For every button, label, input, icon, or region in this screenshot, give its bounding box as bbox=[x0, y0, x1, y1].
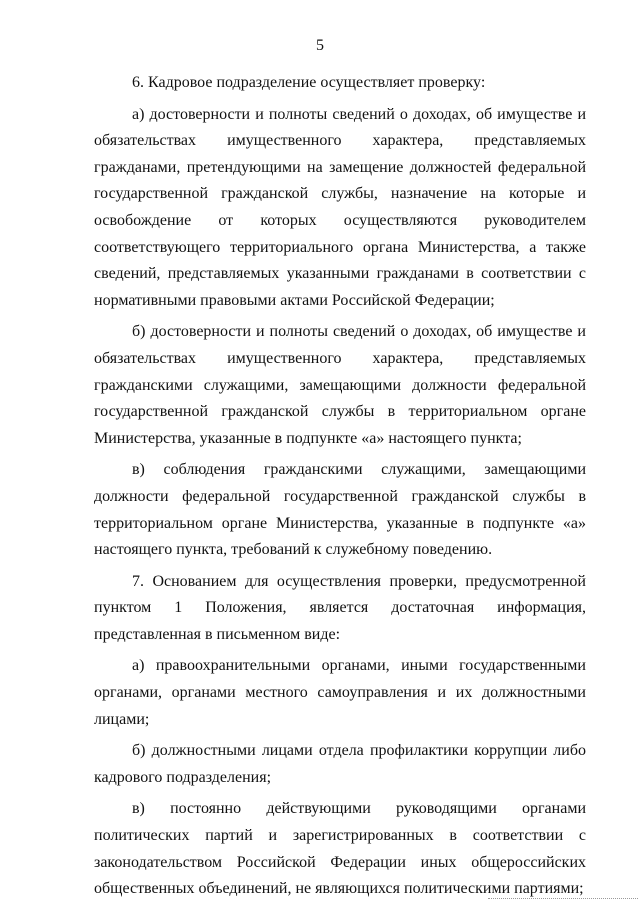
paragraph-6-intro: 6. Кадровое подразделение осуществляет проверку: bbox=[132, 74, 486, 91]
document-body bbox=[94, 70, 586, 903]
paragraph-7-intro: 7. Основанием для осуществления проверки, предусмотренной пунктом 1 Положения, является достаточная информация, представленная в письменном виде: bbox=[94, 572, 586, 643]
paragraph-7a: а) правоохранительными органами, иными государственными органами, органами местного самоуправления и их должностными лицами; bbox=[94, 657, 586, 728]
page-number: 5 bbox=[316, 37, 324, 54]
scan-artifact-line bbox=[488, 898, 638, 900]
paragraph-6a: а) достоверности и полноты сведений о доходах, об имуществе и обязательствах имущественного характера, представляемых гражданами, претендующими на замещение должностей федеральной государственной гражданской службы, назначение на которые и освобождение от которых осуществляются руководителем соответствующего территориального органа Министерства, а также сведений, представляемых указанными гражданами в соответствии с нормативными правовыми актами Российской Федерации; bbox=[94, 105, 586, 309]
paragraph-7v: в) постоянно действующими руководящими органами политических партий и зарегистрированных в соответствии с законодательством Российской Федерации иных общероссийских общественных объединений, не являющихся политическими партиями; bbox=[94, 800, 586, 898]
paragraph-6v: в) соблюдения гражданскими служащими, замещающими должности федеральной государственной гражданской службы в территориальном органе Министерства, указанные в подпункте «а» настоящего пункта, требований к служебному поведению. bbox=[94, 461, 586, 559]
paragraph-6b: б) достоверности и полноты сведений о доходах, об имуществе и обязательствах имущественного характера, представляемых гражданскими служащими, замещающими должности федеральной государственной гражданской службы в территориальном органе Министерства, указанные в подпункте «а» настоящего пункта; bbox=[94, 323, 586, 447]
paragraph-7b: б) должностными лицами отдела профилактики коррупции либо кадрового подразделения; bbox=[94, 742, 586, 786]
